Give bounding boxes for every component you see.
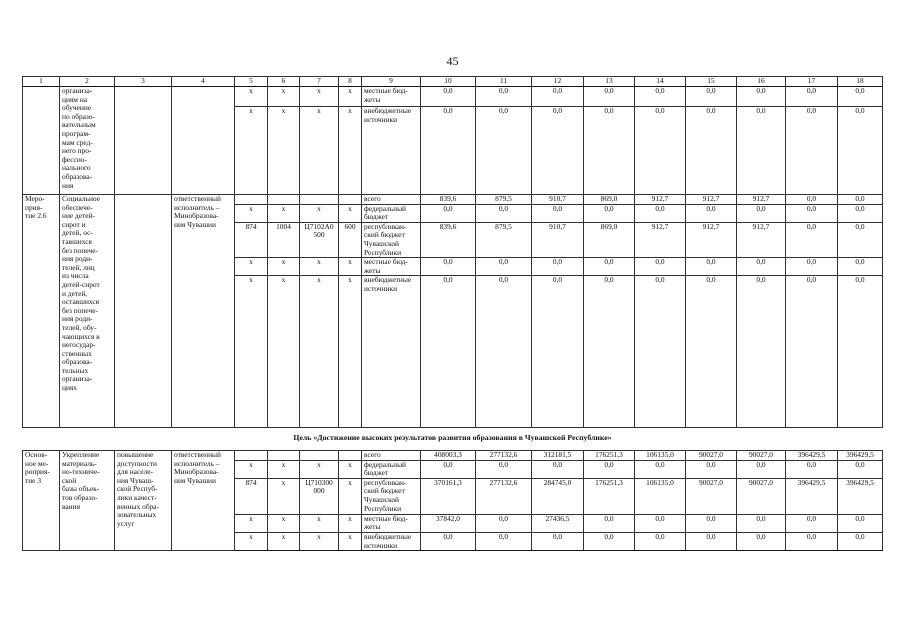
cell-value-11: 277132,6 bbox=[476, 450, 532, 460]
cell-section: x bbox=[268, 532, 300, 550]
table-body bbox=[23, 77, 883, 551]
cell-value-18: 0,0 bbox=[838, 514, 883, 532]
cell-target-article bbox=[300, 195, 339, 205]
cell-value-15: 90027,0 bbox=[686, 450, 737, 460]
cell-value-18: 396429,5 bbox=[838, 478, 883, 514]
column-number-15: 15 bbox=[686, 77, 737, 87]
cell-grbs: x bbox=[235, 532, 268, 550]
cell-value-13: 0,0 bbox=[584, 514, 635, 532]
cell-funding-source: всего bbox=[362, 450, 421, 460]
cell-value-17: 0,0 bbox=[786, 258, 838, 276]
cell-value-18: 0,0 bbox=[838, 195, 883, 205]
column-number-2: 2 bbox=[60, 77, 115, 87]
cell-value-10: 839,6 bbox=[421, 195, 476, 205]
cell-target-article: x bbox=[300, 258, 339, 276]
cell-value-17: 0,0 bbox=[786, 204, 838, 222]
cell-value-11: 0,0 bbox=[476, 532, 532, 550]
cell-value-17: 0,0 bbox=[786, 514, 838, 532]
cell-value-16: 0,0 bbox=[737, 87, 786, 107]
cell-target-article: Ц7102А0 500 bbox=[300, 222, 339, 257]
cell-value-11: 0,0 bbox=[476, 258, 532, 276]
cell-section: x bbox=[268, 107, 300, 195]
column-number-7: 7 bbox=[300, 77, 339, 87]
cell-value-18: 0,0 bbox=[838, 460, 883, 478]
cell-target-article bbox=[300, 450, 339, 460]
column-number-3: 3 bbox=[115, 77, 172, 87]
cell-value-13: 0,0 bbox=[584, 87, 635, 107]
cell-value-17: 0,0 bbox=[786, 276, 838, 428]
cell-id: Основ- ное ме- роприя- тие 3 bbox=[23, 450, 60, 550]
cell-value-10: 0,0 bbox=[421, 87, 476, 107]
cell-value-11: 277132,6 bbox=[476, 478, 532, 514]
cell-value-14: 0,0 bbox=[635, 514, 686, 532]
cell-value-18: 0,0 bbox=[838, 276, 883, 428]
cell-value-16: 0,0 bbox=[737, 532, 786, 550]
cell-value-17: 0,0 bbox=[786, 195, 838, 205]
cell-value-18: 0,0 bbox=[838, 258, 883, 276]
cell-value-12: 0,0 bbox=[532, 258, 584, 276]
cell-expense-group bbox=[339, 450, 362, 460]
cell-value-10: 370161,3 bbox=[421, 478, 476, 514]
cell-value-15: 0,0 bbox=[686, 258, 737, 276]
cell-value-17: 0,0 bbox=[786, 222, 838, 257]
cell-expense-group: 600 bbox=[339, 222, 362, 257]
cell-value-10: 0,0 bbox=[421, 460, 476, 478]
cell-value-16: 0,0 bbox=[737, 460, 786, 478]
cell-value-14: 0,0 bbox=[635, 107, 686, 195]
cell-value-14: 912,7 bbox=[635, 195, 686, 205]
cell-funding-source: республикан- ский бюджет Чувашской Республики bbox=[362, 478, 421, 514]
cell-section: x bbox=[268, 87, 300, 107]
cell-value-12: 0,0 bbox=[532, 532, 584, 550]
column-number-17: 17 bbox=[786, 77, 838, 87]
cell-funding-source: внебюджетные источники bbox=[362, 532, 421, 550]
cell-executor: ответственный исполнитель – Минобразова- ния Чувашии bbox=[172, 195, 235, 428]
cell-id bbox=[23, 87, 60, 195]
cell-value-16: 0,0 bbox=[737, 276, 786, 428]
cell-funding-source: местные бюд- жеты bbox=[362, 258, 421, 276]
cell-value-12: 910,7 bbox=[532, 222, 584, 257]
cell-value-13: 176251,3 bbox=[584, 478, 635, 514]
cell-section: x bbox=[268, 258, 300, 276]
cell-funding-source: всего bbox=[362, 195, 421, 205]
cell-value-16: 0,0 bbox=[737, 107, 786, 195]
cell-value-10: 408003,3 bbox=[421, 450, 476, 460]
cell-target-article: x bbox=[300, 87, 339, 107]
cell-value-17: 0,0 bbox=[786, 87, 838, 107]
cell-value-15: 0,0 bbox=[686, 276, 737, 428]
cell-value-14: 912,7 bbox=[635, 222, 686, 257]
cell-target-article: x bbox=[300, 460, 339, 478]
column-number-5: 5 bbox=[235, 77, 268, 87]
cell-value-10: 0,0 bbox=[421, 276, 476, 428]
cell-target-article: Ц710300 000 bbox=[300, 478, 339, 514]
cell-funding-source: местные бюд- жеты bbox=[362, 514, 421, 532]
cell-section bbox=[268, 450, 300, 460]
cell-funding-source: местные бюд- жеты bbox=[362, 87, 421, 107]
cell-value-11: 0,0 bbox=[476, 460, 532, 478]
cell-value-13: 0,0 bbox=[584, 258, 635, 276]
cell-grbs: x bbox=[235, 276, 268, 428]
cell-value-16: 0,0 bbox=[737, 204, 786, 222]
cell-expense-group: x bbox=[339, 460, 362, 478]
cell-name: организа- циям на обучение по образо- вательным програм- мам сред- него про- фессио- нального образова- ния bbox=[60, 87, 115, 195]
cell-value-13: 0,0 bbox=[584, 276, 635, 428]
cell-grbs: x bbox=[235, 107, 268, 195]
cell-value-15: 912,7 bbox=[686, 195, 737, 205]
cell-section: x bbox=[268, 204, 300, 222]
cell-value-12: 284745,0 bbox=[532, 478, 584, 514]
cell-value-12: 0,0 bbox=[532, 204, 584, 222]
cell-section: x bbox=[268, 514, 300, 532]
cell-result bbox=[115, 87, 172, 195]
cell-value-17: 0,0 bbox=[786, 460, 838, 478]
column-number-1: 1 bbox=[23, 77, 60, 87]
cell-section: x bbox=[268, 478, 300, 514]
cell-expense-group: x bbox=[339, 87, 362, 107]
cell-value-13: 0,0 bbox=[584, 460, 635, 478]
header-row bbox=[23, 77, 883, 87]
column-number-18: 18 bbox=[838, 77, 883, 87]
column-number-12: 12 bbox=[532, 77, 584, 87]
cell-executor bbox=[172, 87, 235, 195]
cell-value-11: 0,0 bbox=[476, 514, 532, 532]
cell-funding-source: внебюджетные источники bbox=[362, 276, 421, 428]
cell-value-15: 0,0 bbox=[686, 107, 737, 195]
cell-value-10: 0,0 bbox=[421, 532, 476, 550]
cell-value-18: 0,0 bbox=[838, 222, 883, 257]
cell-expense-group: x bbox=[339, 258, 362, 276]
cell-value-14: 0,0 bbox=[635, 276, 686, 428]
cell-section bbox=[268, 195, 300, 205]
cell-value-16: 0,0 bbox=[737, 514, 786, 532]
cell-value-14: 106135,0 bbox=[635, 450, 686, 460]
cell-value-12: 0,0 bbox=[532, 276, 584, 428]
table-row bbox=[23, 195, 883, 205]
cell-value-15: 0,0 bbox=[686, 514, 737, 532]
cell-value-18: 0,0 bbox=[838, 87, 883, 107]
cell-value-13: 0,0 bbox=[584, 107, 635, 195]
cell-section: x bbox=[268, 460, 300, 478]
cell-value-10: 0,0 bbox=[421, 204, 476, 222]
cell-value-16: 0,0 bbox=[737, 258, 786, 276]
cell-target-article: x bbox=[300, 514, 339, 532]
cell-target-article: x bbox=[300, 107, 339, 195]
cell-grbs bbox=[235, 195, 268, 205]
cell-value-14: 0,0 bbox=[635, 532, 686, 550]
cell-id: Меро- прия- тие 2.6 bbox=[23, 195, 60, 428]
cell-funding-source: республикан- ский бюджет Чувашской Республики bbox=[362, 222, 421, 257]
cell-grbs bbox=[235, 450, 268, 460]
cell-value-11: 0,0 bbox=[476, 276, 532, 428]
cell-value-10: 0,0 bbox=[421, 107, 476, 195]
cell-value-15: 0,0 bbox=[686, 532, 737, 550]
cell-expense-group: x bbox=[339, 532, 362, 550]
cell-value-13: 0,0 bbox=[584, 204, 635, 222]
cell-value-11: 0,0 bbox=[476, 87, 532, 107]
cell-target-article: x bbox=[300, 532, 339, 550]
cell-value-14: 0,0 bbox=[635, 87, 686, 107]
cell-grbs: x bbox=[235, 514, 268, 532]
column-number-4: 4 bbox=[172, 77, 235, 87]
cell-target-article: x bbox=[300, 204, 339, 222]
cell-value-13: 0,0 bbox=[584, 532, 635, 550]
goal-heading: Цель «Достижение высоких результатов развития образования в Чувашской Республике» bbox=[23, 428, 883, 451]
cell-value-12: 0,0 bbox=[532, 87, 584, 107]
cell-value-16: 90027,0 bbox=[737, 450, 786, 460]
cell-value-18: 0,0 bbox=[838, 532, 883, 550]
cell-value-11: 879,5 bbox=[476, 222, 532, 257]
cell-section: 1004 bbox=[268, 222, 300, 257]
cell-value-18: 0,0 bbox=[838, 107, 883, 195]
cell-value-17: 0,0 bbox=[786, 107, 838, 195]
cell-value-12: 910,7 bbox=[532, 195, 584, 205]
cell-funding-source: федеральный бюджет bbox=[362, 460, 421, 478]
cell-value-12: 312181,5 bbox=[532, 450, 584, 460]
cell-result bbox=[115, 195, 172, 428]
cell-value-10: 37842,0 bbox=[421, 514, 476, 532]
cell-name: Социальное обеспече- ние детей- сирот и детей, ос- тавшихся без попече- ния роди- телей, лиц из числа детей-сирот и детей, оставшихся без попече- ния роди- телей, обу- чающихся в негосудар- ственных образова- тельных организа- циях bbox=[60, 195, 115, 428]
cell-value-17: 396429,5 bbox=[786, 450, 838, 460]
column-number-14: 14 bbox=[635, 77, 686, 87]
column-number-16: 16 bbox=[737, 77, 786, 87]
cell-expense-group: x bbox=[339, 514, 362, 532]
cell-expense-group: x bbox=[339, 276, 362, 428]
cell-expense-group bbox=[339, 195, 362, 205]
cell-value-13: 869,0 bbox=[584, 195, 635, 205]
column-number-13: 13 bbox=[584, 77, 635, 87]
cell-value-14: 0,0 bbox=[635, 258, 686, 276]
cell-expense-group: x bbox=[339, 107, 362, 195]
cell-value-14: 0,0 bbox=[635, 204, 686, 222]
cell-value-14: 106135,0 bbox=[635, 478, 686, 514]
cell-value-17: 0,0 bbox=[786, 532, 838, 550]
cell-value-16: 90027,0 bbox=[737, 478, 786, 514]
cell-executor: ответственный исполнитель – Минобразова- ния Чувашии bbox=[172, 450, 235, 550]
cell-grbs: 874 bbox=[235, 222, 268, 257]
cell-grbs: x bbox=[235, 204, 268, 222]
cell-value-18: 396429,5 bbox=[838, 450, 883, 460]
table-row bbox=[23, 87, 883, 107]
cell-value-11: 0,0 bbox=[476, 107, 532, 195]
cell-value-18: 0,0 bbox=[838, 204, 883, 222]
cell-value-16: 912,7 bbox=[737, 222, 786, 257]
financing-table bbox=[22, 76, 883, 551]
cell-name: Укрепление материаль- но-техниче- ской базы объек- тов образо- вания bbox=[60, 450, 115, 550]
cell-value-15: 0,0 bbox=[686, 460, 737, 478]
cell-target-article: x bbox=[300, 276, 339, 428]
cell-value-11: 879,5 bbox=[476, 195, 532, 205]
goal-heading-row bbox=[23, 428, 883, 451]
cell-value-10: 0,0 bbox=[421, 258, 476, 276]
cell-funding-source: федеральный бюджет bbox=[362, 204, 421, 222]
column-number-11: 11 bbox=[476, 77, 532, 87]
column-number-10: 10 bbox=[421, 77, 476, 87]
cell-expense-group: x bbox=[339, 478, 362, 514]
cell-grbs: x bbox=[235, 460, 268, 478]
cell-value-15: 912,7 bbox=[686, 222, 737, 257]
page-number: 45 bbox=[446, 54, 459, 68]
cell-value-15: 90027,0 bbox=[686, 478, 737, 514]
cell-value-12: 27436,5 bbox=[532, 514, 584, 532]
cell-value-16: 912,7 bbox=[737, 195, 786, 205]
cell-result: повышение доступности для населе- ния Чуваш- ской Респуб- лики качест- венных обра- зовательных услуг bbox=[115, 450, 172, 550]
cell-value-13: 869,0 bbox=[584, 222, 635, 257]
table-row bbox=[23, 450, 883, 460]
cell-grbs: 874 bbox=[235, 478, 268, 514]
column-number-8: 8 bbox=[339, 77, 362, 87]
cell-value-17: 396429,5 bbox=[786, 478, 838, 514]
cell-value-12: 0,0 bbox=[532, 460, 584, 478]
cell-value-15: 0,0 bbox=[686, 204, 737, 222]
cell-funding-source: внебюджетные источники bbox=[362, 107, 421, 195]
cell-expense-group: x bbox=[339, 204, 362, 222]
column-number-9: 9 bbox=[362, 77, 421, 87]
cell-value-13: 176251,3 bbox=[584, 450, 635, 460]
cell-grbs: x bbox=[235, 87, 268, 107]
cell-value-11: 0,0 bbox=[476, 204, 532, 222]
cell-value-15: 0,0 bbox=[686, 87, 737, 107]
cell-value-10: 839,6 bbox=[421, 222, 476, 257]
cell-value-14: 0,0 bbox=[635, 460, 686, 478]
cell-value-12: 0,0 bbox=[532, 107, 584, 195]
cell-grbs: x bbox=[235, 258, 268, 276]
column-number-6: 6 bbox=[268, 77, 300, 87]
cell-section: x bbox=[268, 276, 300, 428]
